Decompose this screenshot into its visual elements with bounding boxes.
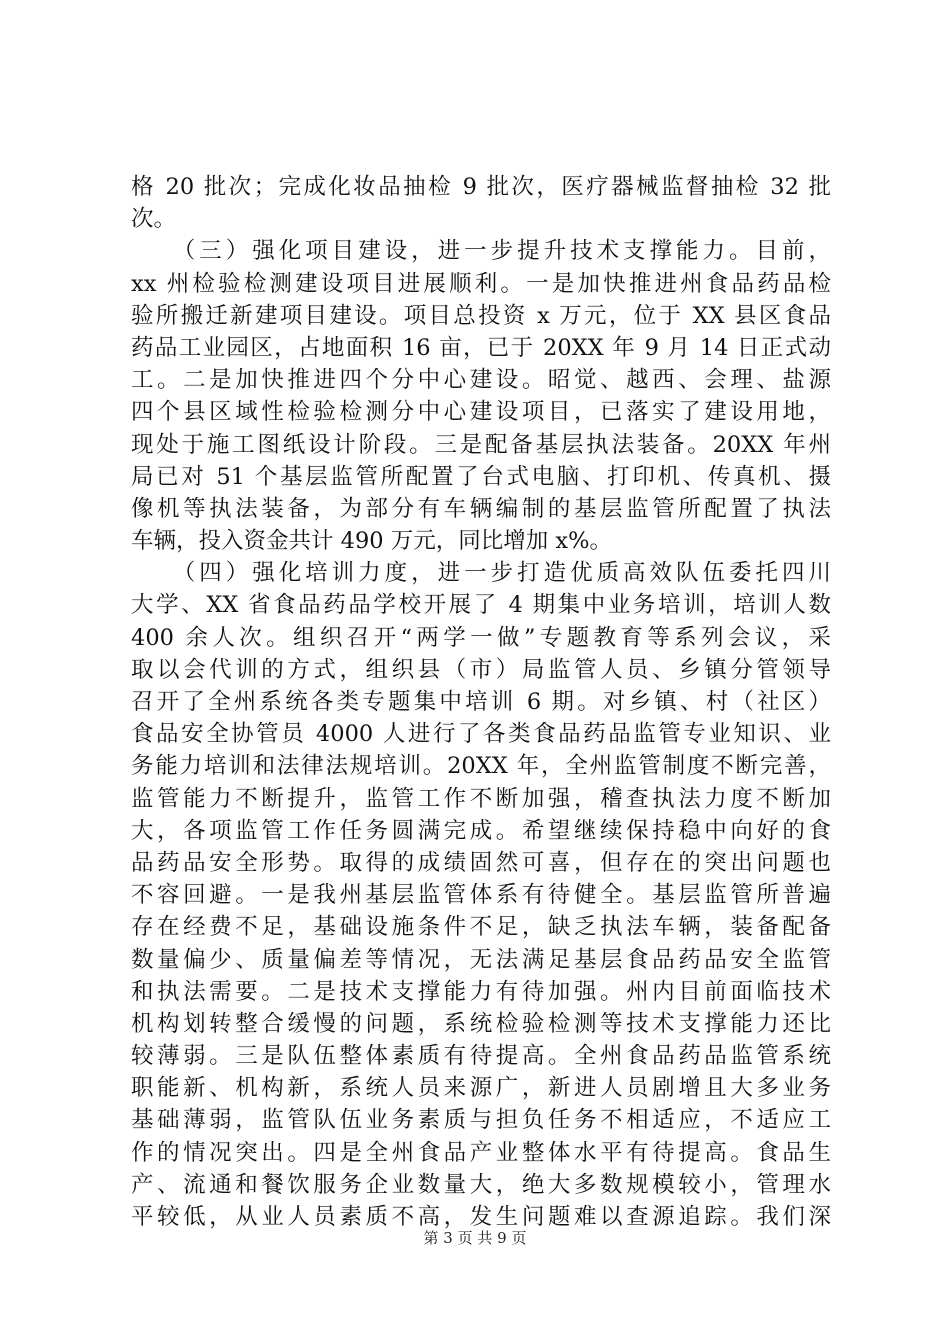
- text-line: 像机等执法装备，为部分有车辆编制的基层监管所配置了执法: [131, 495, 831, 522]
- text-line: 格 20 批次；完成化妆品抽检 9 批次，医疗器械监督抽检 32 批: [131, 174, 831, 200]
- text-line: 工。二是加快推进四个分中心建设。昭觉、越西、会理、盐源: [131, 367, 831, 394]
- text-line: 机构划转整合缓慢的问题，系统检验检测等技术支撑能力还比: [131, 1010, 831, 1037]
- text-line: 400 余人次。组织召开“两学一做”专题教育等系列会议，采: [131, 624, 831, 651]
- text-line: 作的情况突出。四是全州食品产业整体水平有待提高。食品生: [131, 1139, 831, 1166]
- text-line: 四个县区域性检验检测分中心建设项目，已落实了建设用地，: [131, 399, 831, 426]
- text-line: 较薄弱。三是队伍整体素质有待提高。全州食品药品监管系统: [131, 1043, 831, 1070]
- text-line: 务能力培训和法律法规培训。20XX 年，全州监管制度不断完善，: [131, 753, 831, 780]
- text-line: 验所搬迁新建项目建设。项目总投资 x 万元，位于 XX 县区食品: [131, 302, 831, 329]
- text-line: 基础薄弱，监管队伍业务素质与担负任务不相适应，不适应工: [131, 1107, 831, 1134]
- document-body: [131, 171, 831, 1233]
- text-line: 食品安全协管员 4000 人进行了各类食品药品监管专业知识、业: [131, 721, 831, 748]
- paragraph-heading-line: （四）强化培训力度，进一步打造优质高效队伍委托四川: [131, 560, 831, 587]
- text-line: 和执法需要。二是技术支撑能力有待加强。州内目前面临技术: [131, 978, 831, 1005]
- paragraph-heading-line: （三）强化项目建设，进一步提升技术支撑能力。目前，: [131, 238, 831, 265]
- text-line: 监管能力不断提升，监管工作不断加强，稽查执法力度不断加: [131, 785, 831, 812]
- text-line: 存在经费不足，基础设施条件不足，缺乏执法车辆，装备配备: [131, 914, 831, 941]
- text-line: 现处于施工图纸设计阶段。三是配备基层执法装备。20XX 年州: [131, 431, 831, 458]
- text-line: xx 州检验检测建设项目进展顺利。一是加快推进州食品药品检: [131, 270, 831, 297]
- text-line: 产、流通和餐饮服务企业数量大，绝大多数规模较小，管理水: [131, 1171, 831, 1198]
- text-line: 不容回避。一是我州基层监管体系有待健全。基层监管所普遍: [131, 882, 831, 909]
- text-line: 召开了全州系统各类专题集中培训 6 期。对乡镇、村（社区）: [131, 689, 831, 715]
- text-line: 大学、XX 省食品药品学校开展了 4 期集中业务培训，培训人数: [131, 592, 831, 619]
- page-number-footer: 第 3 页 共 9 页: [423, 1229, 527, 1247]
- text-line: 品药品安全形势。取得的成绩固然可喜，但存在的突出问题也: [131, 849, 831, 876]
- text-line: 药品工业园区，占地面积 16 亩，已于 20XX 年 9 月 14 日正式动: [131, 334, 831, 361]
- text-line: 数量偏少、质量偏差等情况，无法满足基层食品药品安全监管: [131, 946, 831, 973]
- text-line: 大，各项监管工作任务圆满完成。希望继续保持稳中向好的食: [131, 817, 831, 844]
- text-line: 平较低，从业人员素质不高，发生问题难以查源追踪。我们深: [131, 1204, 831, 1230]
- text-line: 局已对 51 个基层监管所配置了台式电脑、打印机、传真机、摄: [131, 463, 831, 490]
- text-line: 取以会代训的方式，组织县（市）局监管人员、乡镇分管领导: [131, 656, 831, 683]
- text-line: 职能新、机构新，系统人员来源广，新进人员剧增且大多业务: [131, 1075, 831, 1102]
- text-line: 车辆，投入资金共计 490 万元，同比增加 x%。: [131, 528, 612, 555]
- text-line: 次。: [131, 206, 177, 233]
